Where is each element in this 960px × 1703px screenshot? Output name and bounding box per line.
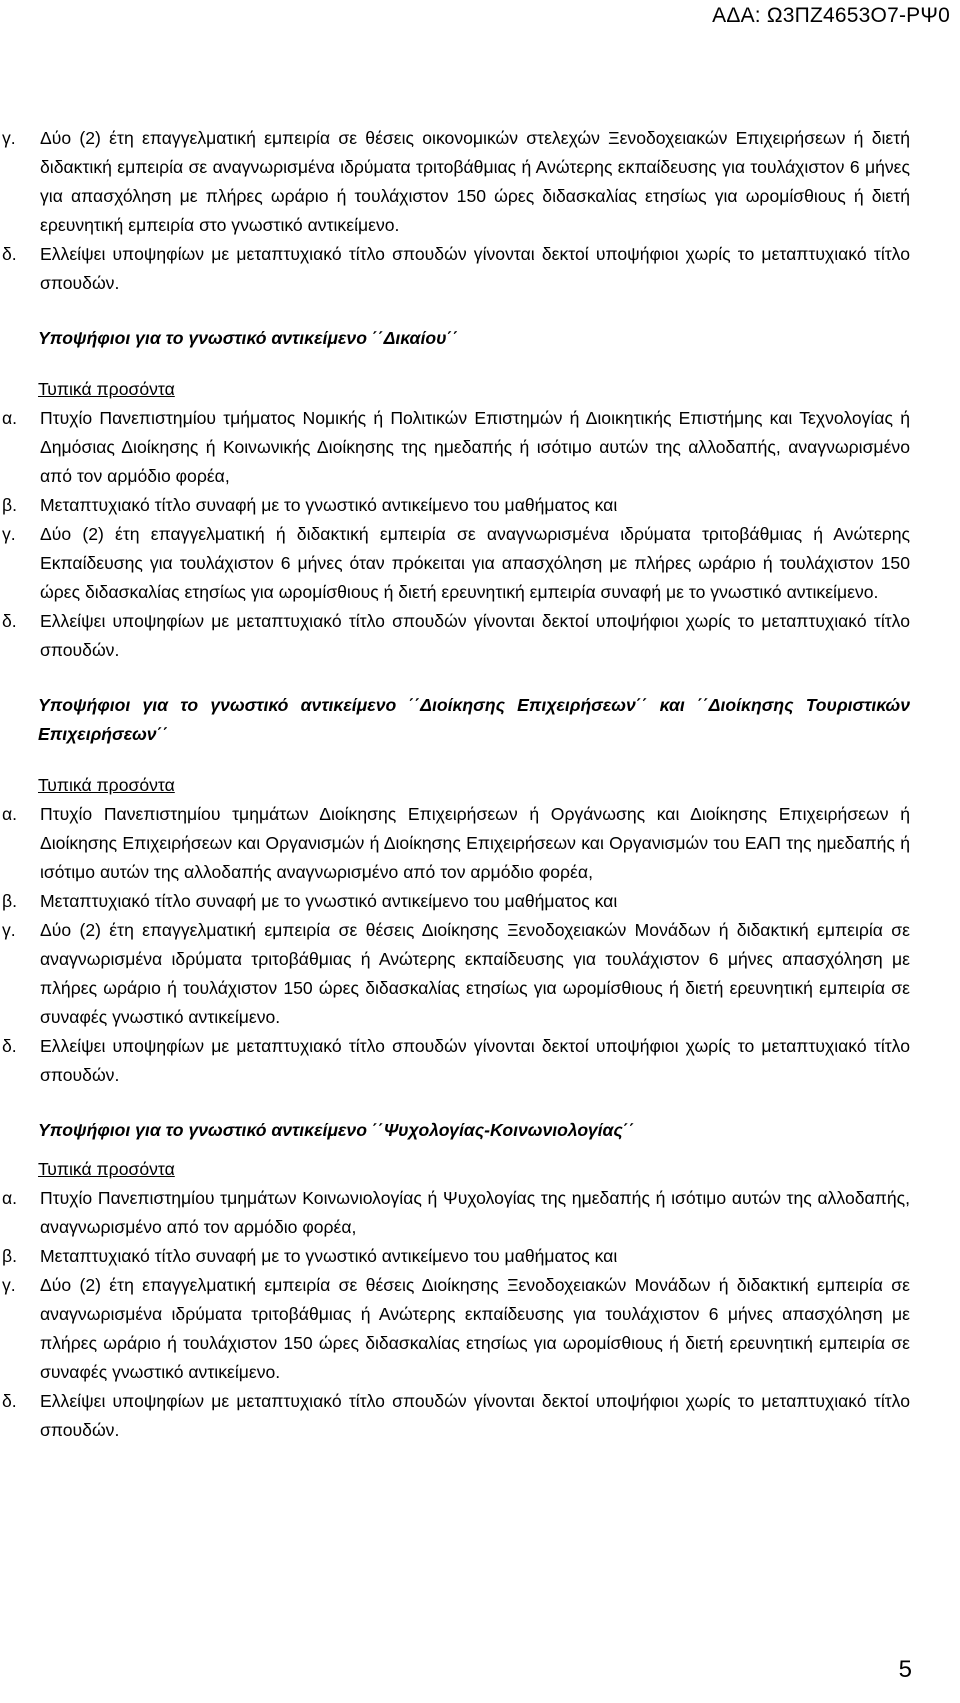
document-header-code: ΑΔΑ: Ω3ΠΖ4653Ο7-ΡΨ0 xyxy=(712,4,950,27)
page-number: 5 xyxy=(898,1656,912,1683)
list-item xyxy=(2,607,910,665)
list-item-text: Ελλείψει υποψηφίων με μεταπτυχιακό τίτλο σπουδών γίνονται δεκτοί υποψήφιοι χωρίς το μεταπτυχιακό τίτλο σπουδών. xyxy=(40,244,910,293)
section-heading: Υποψήφιοι για το γνωστικό αντικείμενο ΄΄Διοίκησης Επιχειρήσεων΄΄ και ΄΄Διοίκησης Τουριστικών Επιχειρήσεων΄΄ xyxy=(38,695,910,744)
section-law xyxy=(2,324,910,665)
list-marker: γ. xyxy=(2,524,16,544)
list-item xyxy=(2,1032,910,1090)
section-heading: Υποψήφιοι για το γνωστικό αντικείμενο ΄΄Ψυχολογίας-Κοινωνιολογίας΄΄ xyxy=(38,1120,635,1140)
list-item xyxy=(2,240,910,298)
section-heading: Υποψήφιοι για το γνωστικό αντικείμενο ΄΄Δικαίου΄΄ xyxy=(38,328,459,348)
list-item xyxy=(2,887,910,916)
top-section xyxy=(2,124,910,298)
list-marker: γ. xyxy=(2,1275,16,1295)
list-item-text: Δύο (2) έτη επαγγελματική εμπειρία σε θέσεις Διοίκησης Ξενοδοχειακών Μονάδων ή διδακτική εμπειρία σε αναγνωρισμένα ιδρύματα τριτοβάθμιας ή Ανώτερης εκπαίδευσης για τουλάχιστον 6 μήνες απασχόληση με πλήρες ωράριο ή τουλάχιστον 150 ώρες διδασκαλίας ετησίως για ωρομίσθιους ή διετή ερευνητική εμπειρία σε συναφές γνωστικό αντικείμενο. xyxy=(40,1275,910,1382)
list-marker: α. xyxy=(2,804,18,824)
list-marker: δ. xyxy=(2,611,17,631)
list-item-text: Δύο (2) έτη επαγγελματική εμπειρία σε θέσεις Διοίκησης Ξενοδοχειακών Μονάδων ή διδακτική εμπειρία σε αναγνωρισμένα ιδρύματα τριτοβάθμιας ή Ανώτερης εκπαίδευσης για τουλάχιστον 6 μήνες απασχόληση με πλήρες ωράριο ή τουλάχιστον 150 ώρες διδασκαλίας ετησίως για ωρομίσθιους ή διετή ερευνητική εμπειρία σε συναφές γνωστικό αντικείμενο. xyxy=(40,920,910,1027)
list-marker: δ. xyxy=(2,244,17,264)
list-item xyxy=(2,916,910,1032)
list-item-text: Μεταπτυχιακό τίτλο συναφή με το γνωστικό αντικείμενο του μαθήματος και xyxy=(40,495,618,515)
list-item xyxy=(2,491,910,520)
list-item xyxy=(2,1184,910,1242)
list-marker: β. xyxy=(2,891,18,911)
list-item-text: Πτυχίο Πανεπιστημίου τμημάτων Διοίκησης Επιχειρήσεων ή Οργάνωσης και Διοίκησης Επιχειρήσεων ή Διοίκησης Επιχειρήσεων και Οργανισμών ή Διοίκησης Επιχειρήσεων και Οργανισμών του ΕΑΠ της ημεδαπής ή ισότιμο αυτών της αλλοδαπής αναγνωρισμένο από τον αρμόδιο φορέα, xyxy=(40,804,910,882)
list-item xyxy=(2,124,910,240)
list-marker: δ. xyxy=(2,1391,17,1411)
list-item-text: Ελλείψει υποψηφίων με μεταπτυχιακό τίτλο σπουδών γίνονται δεκτοί υποψήφιοι χωρίς το μεταπτυχιακό τίτλο σπουδών. xyxy=(40,611,910,660)
list-marker: β. xyxy=(2,1246,18,1266)
list-item-text: Πτυχίο Πανεπιστημίου τμήματος Νομικής ή Πολιτικών Επιστημών ή Διοικητικής Επιστήμης και Τεχνολογίας ή Δημόσιας Διοίκησης ή Κοινωνικής Διοίκησης της ημεδαπής ή ισότιμο αυτών της αλλοδαπής, αναγνωρισμένο από τον αρμόδιο φορέα, xyxy=(40,408,910,486)
list-marker: δ. xyxy=(2,1036,17,1056)
list-marker: γ. xyxy=(2,920,16,940)
section-subheading: Τυπικά προσόντα xyxy=(38,775,175,795)
list-item xyxy=(2,1387,910,1445)
list-item xyxy=(2,520,910,607)
section-subheading: Τυπικά προσόντα xyxy=(38,379,175,399)
list-marker: β. xyxy=(2,495,18,515)
document-body xyxy=(2,124,910,1445)
list-item-text: Δύο (2) έτη επαγγελματική ή διδακτική εμπειρία σε αναγνωρισμένα ιδρύματα τριτοβάθμιας ή Ανώτερης Εκπαίδευσης για τουλάχιστον 6 μήνες όταν πρόκειται για απασχόληση με πλήρες ωράριο ή τουλάχιστον 150 ώρες διδασκαλίας ετησίως για ωρομίσθιους ή διετή ερευνητική εμπειρία συναφή με το γνωστικό αντικείμενο. xyxy=(40,524,910,602)
section-psychology-sociology xyxy=(2,1116,910,1445)
list-item-text: Δύο (2) έτη επαγγελματική εμπειρία σε θέσεις οικονομικών στελεχών Ξενοδοχειακών Επιχειρήσεων ή διετή διδακτική εμπειρία σε αναγνωρισμένα ιδρύματα τριτοβάθμιας ή Ανώτερης εκπαίδευσης για τουλάχιστον 6 μήνες για απασχόληση με πλήρες ωράριο ή τουλάχιστον 150 ώρες διδασκαλίας ετησίως για ωρομίσθιους ή διετή ερευνητική εμπειρία στο γνωστικό αντικείμενο. xyxy=(40,128,910,235)
list-item xyxy=(2,404,910,491)
list-item-text: Μεταπτυχιακό τίτλο συναφή με το γνωστικό αντικείμενο του μαθήματος και xyxy=(40,1246,618,1266)
list-item-text: Ελλείψει υποψηφίων με μεταπτυχιακό τίτλο σπουδών γίνονται δεκτοί υποψήφιοι χωρίς το μεταπτυχιακό τίτλο σπουδών. xyxy=(40,1036,910,1085)
list-marker: α. xyxy=(2,408,18,428)
list-item-text: Ελλείψει υποψηφίων με μεταπτυχιακό τίτλο σπουδών γίνονται δεκτοί υποψήφιοι χωρίς το μεταπτυχιακό τίτλο σπουδών. xyxy=(40,1391,910,1440)
list-item-text: Πτυχίο Πανεπιστημίου τμημάτων Κοινωνιολογίας ή Ψυχολογίας της ημεδαπής ή ισότιμο αυτών της αλλοδαπής, αναγνωρισμένο από τον αρμόδιο φορέα, xyxy=(40,1188,910,1237)
section-subheading: Τυπικά προσόντα xyxy=(38,1159,175,1179)
list-item-text: Μεταπτυχιακό τίτλο συναφή με το γνωστικό αντικείμενο του μαθήματος και xyxy=(40,891,618,911)
list-item xyxy=(2,800,910,887)
list-marker: α. xyxy=(2,1188,18,1208)
list-item xyxy=(2,1242,910,1271)
section-business-administration xyxy=(2,691,910,1090)
list-item xyxy=(2,1271,910,1387)
list-marker: γ. xyxy=(2,128,16,148)
